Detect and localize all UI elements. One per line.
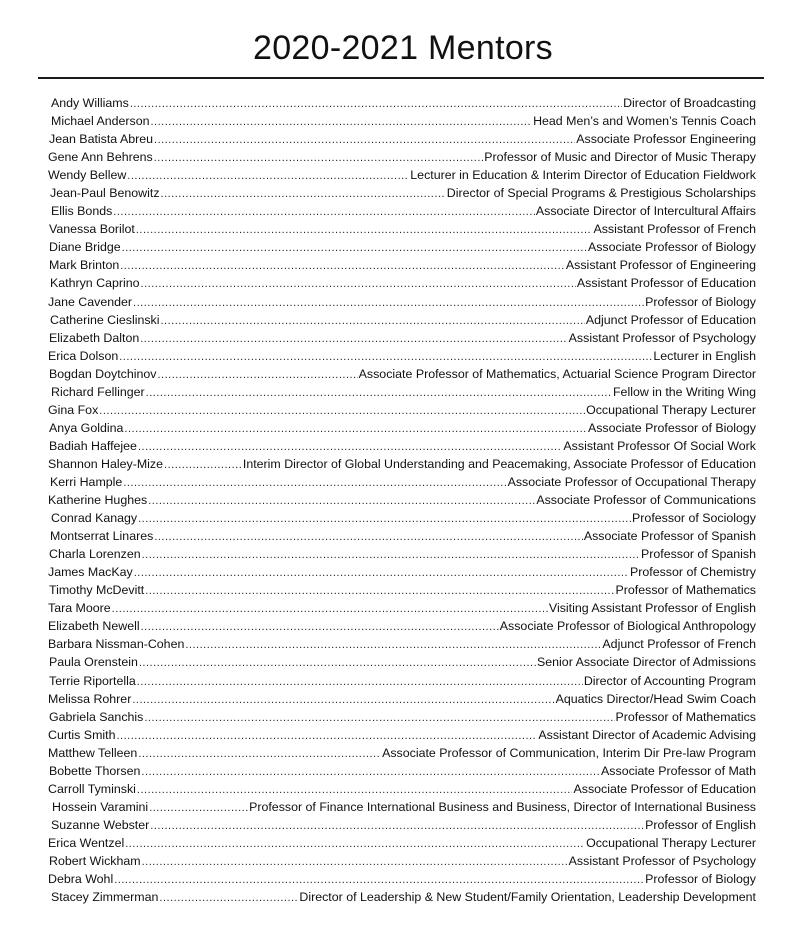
- mentor-name: Ellis Bonds: [51, 204, 113, 219]
- mentor-name: Gina Fox: [48, 402, 99, 417]
- dot-leader: [150, 817, 644, 834]
- mentor-row: [48, 401, 756, 419]
- mentor-row: [48, 672, 756, 690]
- dot-leader: [112, 600, 548, 617]
- dot-leader: [123, 474, 506, 491]
- mentor-name: Kathryn Caprino: [50, 276, 140, 291]
- dot-leader: [144, 709, 614, 726]
- mentor-row: [48, 798, 756, 816]
- mentor-row: [48, 148, 756, 166]
- mentor-name: Anya Goldina: [49, 420, 124, 435]
- mentor-title: Professor of Finance International Business and Business, Director of International Business: [249, 799, 756, 814]
- mentor-title: Associate Director of Intercultural Affairs: [535, 204, 756, 219]
- title-divider: [38, 77, 764, 79]
- mentor-title: Lecturer in English: [653, 348, 756, 363]
- mentor-row: [48, 599, 756, 617]
- mentor-title: Professor of Mathematics: [615, 583, 756, 598]
- dot-leader: [138, 438, 562, 455]
- mentor-title: Professor of Biology: [645, 294, 756, 309]
- mentor-name: Gabriela Sanchis: [49, 709, 144, 724]
- mentor-title: Director of Broadcasting: [623, 96, 756, 110]
- dot-leader: [161, 185, 446, 202]
- mentor-title: Associate Professor of Education: [573, 781, 756, 796]
- mentor-row: [48, 112, 756, 130]
- mentor-name: Bogdan Doytchinov: [49, 366, 157, 381]
- mentor-title: Assistant Professor of French: [593, 222, 756, 237]
- dot-leader: [134, 564, 629, 581]
- mentor-name: Erica Wentzel: [48, 835, 125, 850]
- dot-leader: [136, 221, 593, 238]
- dot-leader: [154, 528, 583, 545]
- mentor-row: [48, 166, 756, 184]
- mentor-name: Paula Orenstein: [49, 655, 138, 670]
- mentor-name: Wendy Bellew: [48, 168, 127, 183]
- mentor-name: Charla Lorenzen: [49, 547, 141, 562]
- mentor-name: Jane Cavender: [48, 294, 133, 309]
- dot-leader: [185, 636, 601, 653]
- mentor-name: Diane Bridge: [49, 240, 121, 255]
- mentor-title: Director of Special Programs & Prestigious Scholarships: [446, 186, 756, 201]
- mentor-name: Curtis Smith: [48, 727, 116, 742]
- mentor-name: Debra Wohl: [48, 872, 114, 887]
- mentor-name: Jean-Paul Benowitz: [50, 186, 160, 201]
- mentor-title: Senior Associate Director of Admissions: [537, 655, 756, 670]
- mentor-name: James MacKay: [48, 565, 133, 580]
- mentor-name: Terrie Riportella: [49, 673, 136, 688]
- mentor-row: [48, 581, 756, 599]
- dot-leader: [161, 312, 585, 329]
- mentor-row: [48, 202, 756, 220]
- mentor-name: Barbara Nissman-Cohen: [48, 637, 185, 652]
- mentor-title: Associate Professor of Biology: [587, 420, 756, 435]
- mentor-row: [48, 780, 756, 798]
- dot-leader: [113, 203, 535, 220]
- mentor-row: [48, 744, 756, 762]
- dot-leader: [130, 95, 622, 112]
- mentor-row: [48, 184, 756, 202]
- mentor-title: Visiting Assistant Professor of English: [548, 601, 756, 616]
- mentor-name: Badiah Haffejee: [49, 438, 137, 453]
- mentor-row: [48, 94, 756, 112]
- mentor-row: [48, 708, 756, 726]
- mentor-name: Catherine Cieslinski: [50, 312, 160, 327]
- mentor-title: Occupational Therapy Lecturer: [586, 835, 756, 850]
- mentor-title: Associate Professor of Biological Anthropology: [499, 619, 756, 634]
- mentor-row: [48, 491, 756, 509]
- mentor-title: Associate Professor of Math: [601, 763, 756, 778]
- mentor-title: Professor of English: [645, 817, 756, 832]
- mentor-row: [48, 311, 756, 329]
- dot-leader: [157, 366, 357, 383]
- mentor-name: Gene Ann Behrens: [48, 150, 153, 165]
- mentor-row: [48, 455, 756, 473]
- mentor-title: Aquatics Director/Head Swim Coach: [555, 691, 756, 706]
- mentor-name: Melissa Rohrer: [48, 691, 132, 706]
- mentor-row: [48, 726, 756, 744]
- mentor-row: [48, 437, 756, 455]
- mentor-name: Montserrat Linares: [50, 529, 154, 544]
- mentor-title: Interim Director of Global Understanding and Peacemaking, Associate Professor of Education: [242, 456, 756, 471]
- mentor-name: Timothy McDevitt: [49, 583, 145, 598]
- mentor-row: [48, 852, 756, 870]
- dot-leader: [137, 781, 573, 798]
- mentor-title: Professor of Chemistry: [629, 565, 756, 580]
- mentor-row: [48, 274, 756, 292]
- mentor-title: Professor of Sociology: [632, 511, 756, 526]
- mentor-row: [48, 870, 756, 888]
- dot-leader: [139, 654, 536, 671]
- mentor-name: Matthew Telleen: [48, 745, 138, 760]
- mentor-row: [48, 130, 756, 148]
- dot-leader: [132, 691, 554, 708]
- mentor-name: Elizabeth Newell: [48, 619, 140, 634]
- dot-leader: [119, 348, 652, 365]
- mentor-name: Katherine Hughes: [48, 493, 148, 508]
- mentor-name: Vanessa Borilot: [49, 222, 135, 237]
- mentor-row: [48, 834, 756, 852]
- dot-leader: [164, 456, 242, 473]
- mentor-title: Assistant Professor of Psychology: [568, 330, 756, 345]
- mentor-row: [48, 888, 756, 906]
- mentor-row: [48, 419, 756, 437]
- dot-leader: [137, 673, 583, 690]
- mentor-row: [48, 293, 756, 311]
- dot-leader: [127, 167, 409, 184]
- mentor-name: Jean Batista Abreu: [49, 132, 154, 147]
- page-title: 2020-2021 Mentors: [253, 29, 553, 67]
- mentor-row: [48, 635, 756, 653]
- mentor-title: Associate Professor of Biology: [587, 240, 756, 255]
- dot-leader: [138, 745, 381, 762]
- dot-leader: [122, 239, 587, 256]
- mentor-row: [48, 816, 756, 834]
- mentor-row: [48, 690, 756, 708]
- mentor-title: Professor of Mathematics: [615, 709, 756, 724]
- mentor-row: [48, 347, 756, 365]
- mentor-name: Tara Moore: [48, 601, 111, 616]
- mentor-name: Michael Anderson: [51, 114, 150, 129]
- mentor-title: Director of Leadership & New Student/Family Orientation, Leadership Development: [299, 890, 756, 905]
- mentor-title: Professor of Music and Director of Music Therapy: [484, 150, 756, 165]
- mentor-row: [48, 473, 756, 491]
- mentor-name: Robert Wickham: [49, 853, 141, 868]
- mentor-title: Assistant Professor Of Social Work: [563, 438, 756, 453]
- mentor-title: Associate Professor of Mathematics, Actuarial Science Program Director: [358, 366, 756, 381]
- mentor-title: Associate Professor of Spanish: [583, 529, 756, 544]
- dot-leader: [151, 113, 533, 130]
- mentor-title: Assistant Director of Academic Advising: [538, 727, 756, 742]
- mentor-title: Fellow in the Writing Wing: [612, 384, 756, 399]
- mentor-title: Director of Accounting Program: [583, 673, 756, 688]
- dot-leader: [142, 546, 640, 563]
- mentor-name: Stacey Zimmerman: [51, 890, 159, 905]
- mentor-title: Associate Professor Engineering: [576, 132, 756, 147]
- mentor-name: Conrad Kanagy: [51, 511, 138, 526]
- mentor-name: Shannon Haley-Mize: [48, 456, 164, 471]
- mentor-name: Hossein Varamini: [52, 799, 149, 814]
- mentor-name: Carroll Tyminski: [48, 781, 136, 796]
- mentor-row: [48, 365, 756, 383]
- dot-leader: [145, 582, 614, 599]
- mentor-row: [48, 617, 756, 635]
- dot-leader: [124, 420, 587, 437]
- mentor-title: Associate Professor of Occupational Therapy: [507, 474, 756, 489]
- dot-leader: [149, 799, 248, 816]
- dot-leader: [138, 510, 631, 527]
- mentor-row: [48, 220, 756, 238]
- mentor-name: Mark Brinton: [49, 258, 120, 273]
- mentor-name: Richard Fellinger: [51, 384, 145, 399]
- mentor-name: Erica Dolson: [48, 348, 119, 363]
- mentor-row: [48, 563, 756, 581]
- dot-leader: [125, 835, 585, 852]
- dot-leader: [99, 402, 585, 419]
- mentor-name: Kerri Hample: [50, 474, 123, 489]
- dot-leader: [154, 149, 484, 166]
- dot-leader: [159, 889, 298, 906]
- mentor-name: Bobette Thorsen: [49, 763, 141, 778]
- mentor-row: [48, 256, 756, 274]
- mentor-title: Adjunct Professor of French: [602, 637, 756, 652]
- mentor-title: Adjunct Professor of Education: [585, 312, 756, 327]
- dot-leader: [140, 330, 567, 347]
- mentor-title: Associate Professor of Communications: [536, 493, 756, 508]
- dot-leader: [141, 618, 499, 635]
- mentor-title: Assistant Professor of Education: [576, 276, 756, 291]
- mentor-row: [48, 329, 756, 347]
- mentor-title: Associate Professor of Communication, Interim Dir Pre-law Program: [382, 745, 756, 760]
- dot-leader: [141, 763, 600, 780]
- dot-leader: [148, 492, 535, 509]
- dot-leader: [146, 384, 612, 401]
- mentor-row: [48, 238, 756, 256]
- dot-leader: [133, 294, 644, 311]
- mentor-list: [48, 94, 756, 906]
- mentor-title: Lecturer in Education & Interim Director of Education Fieldwork: [410, 168, 756, 183]
- mentor-title: Professor of Spanish: [640, 547, 756, 562]
- dot-leader: [141, 275, 576, 292]
- mentor-name: Suzanne Webster: [51, 817, 150, 832]
- mentor-row: [48, 383, 756, 401]
- mentor-title: Assistant Professor of Engineering: [565, 258, 756, 273]
- dot-leader: [120, 257, 565, 274]
- mentor-name: Andy Williams: [51, 96, 129, 110]
- mentor-row: [48, 762, 756, 780]
- mentor-name: Elizabeth Dalton: [49, 330, 140, 345]
- mentor-row: [48, 545, 756, 563]
- mentor-row: [48, 509, 756, 527]
- dot-leader: [142, 853, 568, 870]
- mentor-title: Professor of Biology: [645, 872, 756, 887]
- mentor-title: Assistant Professor of Psychology: [568, 853, 756, 868]
- dot-leader: [114, 871, 644, 888]
- mentor-row: [48, 653, 756, 671]
- mentor-row: [48, 527, 756, 545]
- mentor-title: Occupational Therapy Lecturer: [586, 402, 756, 417]
- dot-leader: [154, 131, 575, 148]
- mentor-title: Head Men’s and Women’s Tennis Coach: [533, 114, 756, 129]
- dot-leader: [116, 727, 537, 744]
